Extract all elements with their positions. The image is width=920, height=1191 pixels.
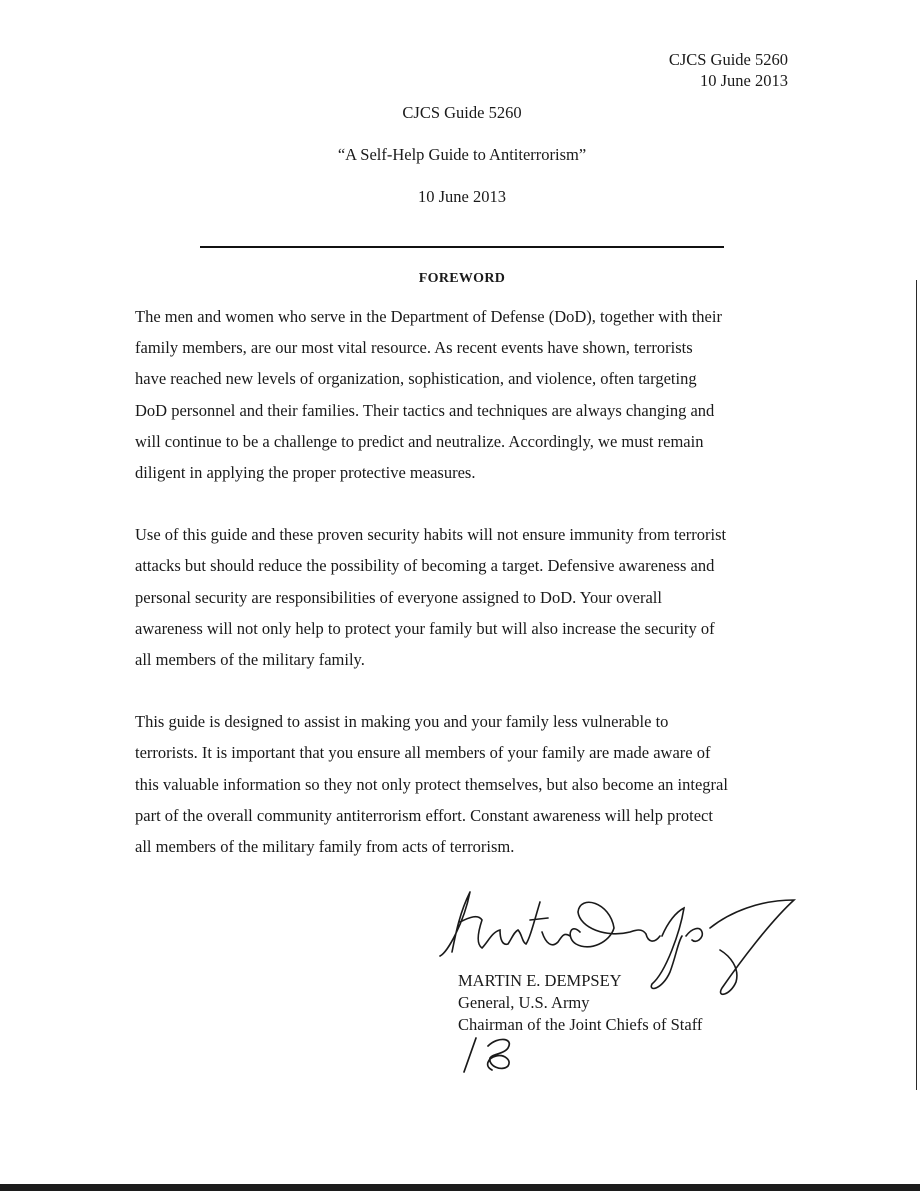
- signatory-name: MARTIN E. DEMPSEY: [458, 971, 622, 990]
- title-name: “A Self-Help Guide to Antiterrorism”: [337, 145, 587, 164]
- paragraph-2: [135, 519, 795, 675]
- text-line: all members of the military family.: [135, 650, 365, 670]
- text-line: This guide is designed to assist in making you and your family less vulnerable to: [135, 712, 669, 732]
- scan-edge-line: [916, 280, 917, 1090]
- title-date: 10 June 2013: [418, 187, 506, 206]
- signatory-rank: General, U.S. Army: [458, 993, 590, 1012]
- text-line: family members, are our most vital resource. As recent events have shown, terrorists: [135, 338, 693, 358]
- handwritten-initials: [458, 1032, 528, 1076]
- header-guide-number: CJCS Guide 5260: [668, 50, 788, 69]
- foreword-body: [135, 301, 795, 893]
- text-line: The men and women who serve in the Department of Defense (DoD), together with their: [135, 307, 722, 326]
- text-line: have reached new levels of organization, sophistication, and violence, often targeting: [135, 369, 697, 389]
- text-line: this valuable information so they not only protect themselves, but also become an integral: [135, 774, 728, 794]
- paragraph-3: [135, 706, 795, 862]
- signature-block: [458, 970, 702, 1036]
- header-reference: [669, 49, 788, 91]
- title-divider: [200, 246, 724, 248]
- text-line: attacks but should reduce the possibility of becoming a target. Defensive awareness and: [135, 556, 715, 576]
- text-line: DoD personnel and their families. Their tactics and techniques are always changing and: [135, 400, 715, 420]
- text-line: Use of this guide and these proven security habits will not ensure immunity from terrorist: [135, 525, 727, 545]
- text-line: part of the overall community antiterrorism effort. Constant awareness will help protect: [135, 805, 713, 825]
- text-line: diligent in applying the proper protective measures.: [135, 463, 476, 483]
- header-date: 10 June 2013: [700, 71, 788, 90]
- title-guide-number: CJCS Guide 5260: [402, 103, 522, 122]
- scan-bottom-border: [0, 1184, 920, 1191]
- text-line: will continue to be a challenge to predict and neutralize. Accordingly, we must remain: [135, 431, 704, 451]
- text-line: personal security are responsibilities of everyone assigned to DoD. Your overall: [135, 587, 662, 607]
- text-line: all members of the military family from acts of terrorism.: [135, 837, 515, 857]
- text-line: awareness will not only help to protect your family but will also increase the security of: [135, 618, 715, 638]
- paragraph-1: [135, 301, 795, 488]
- foreword-heading: FOREWORD: [418, 271, 506, 286]
- signatory-position: Chairman of the Joint Chiefs of Staff: [458, 1015, 703, 1034]
- text-line: terrorists. It is important that you ensure all members of your family are made aware of: [135, 743, 711, 763]
